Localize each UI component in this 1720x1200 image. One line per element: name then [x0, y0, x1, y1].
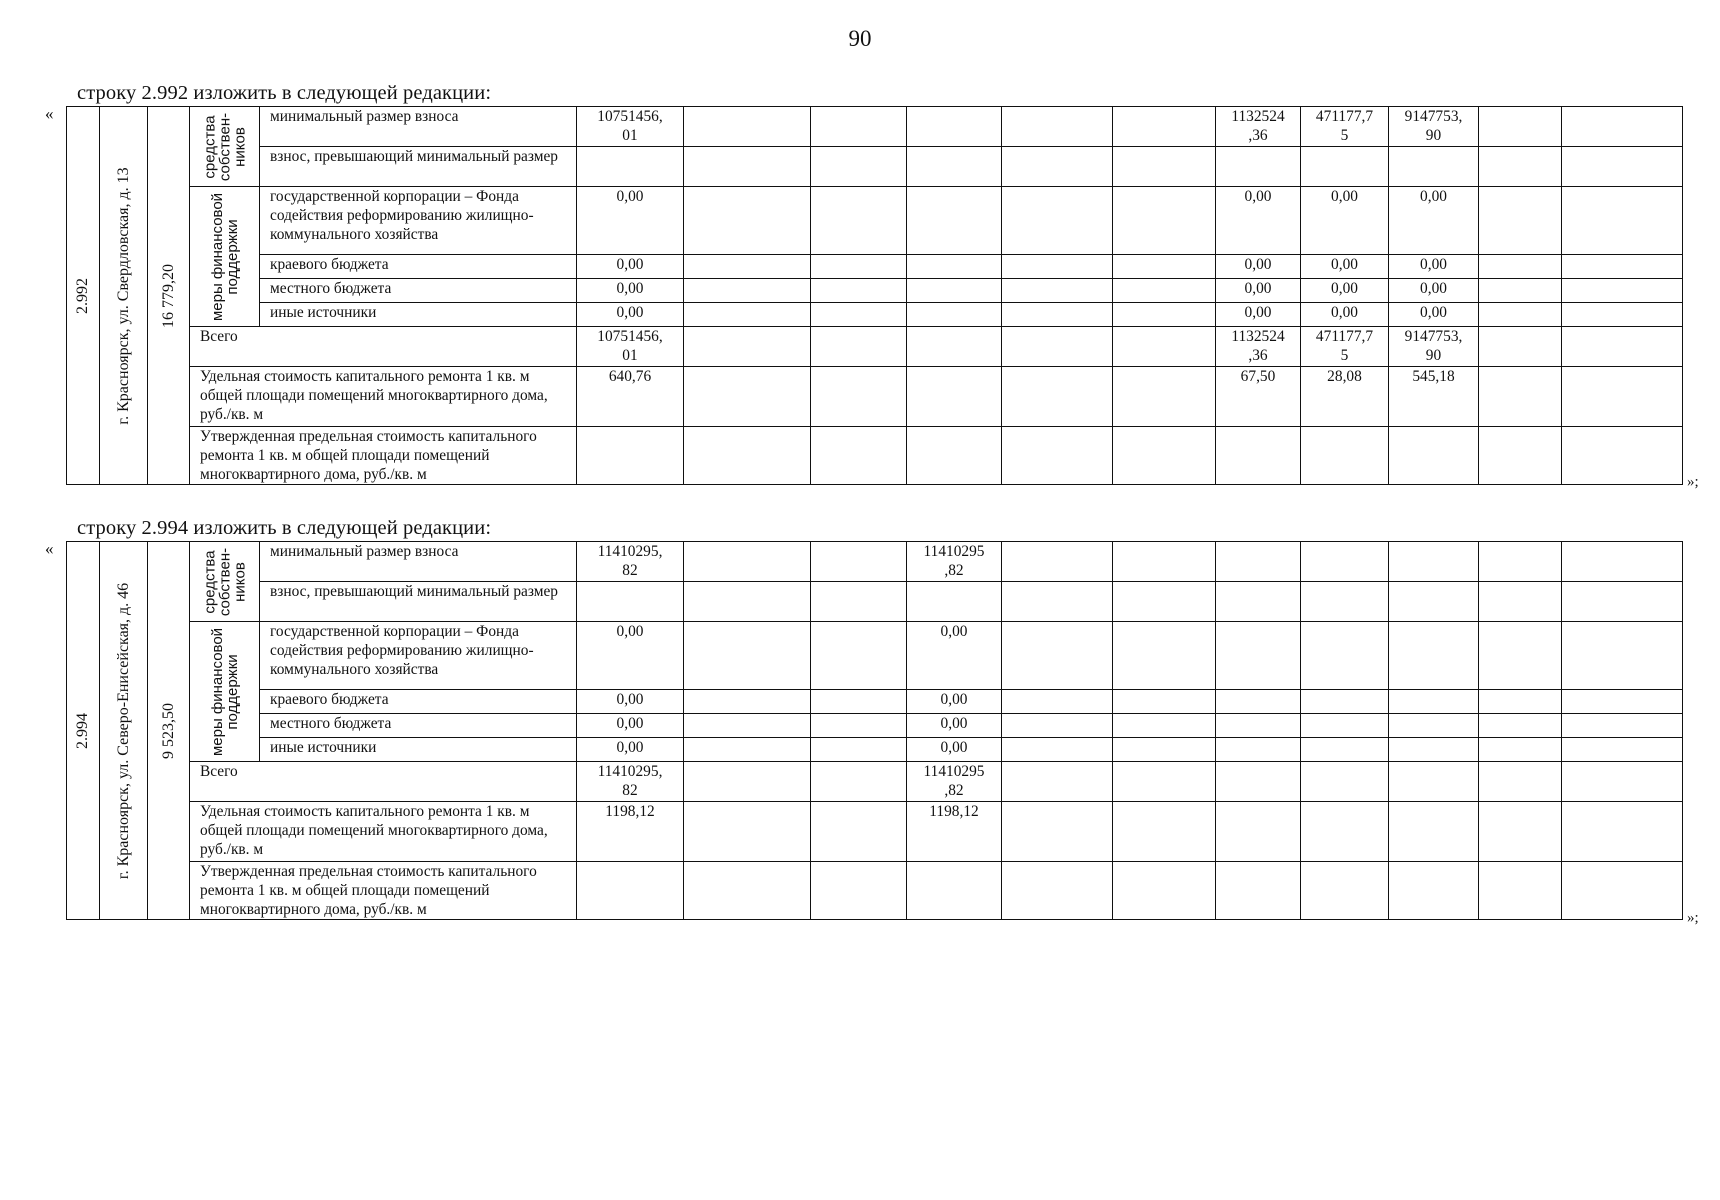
value-cell: [1002, 862, 1113, 920]
value-cell: [907, 187, 1002, 255]
value-cell: 640,76: [577, 367, 684, 427]
amendment-table: [66, 541, 1683, 920]
value-cell: [1113, 690, 1216, 714]
table-row: [67, 542, 1683, 582]
value-cell: [1479, 303, 1562, 327]
group-label-line: ников: [231, 561, 248, 602]
value-cell: [811, 582, 907, 622]
building-area: 16 779,20: [159, 263, 177, 328]
value-cell: [1002, 622, 1113, 690]
value-cell: [1562, 327, 1683, 367]
value-cell: [1479, 622, 1562, 690]
value-cell: [907, 255, 1002, 279]
value-cell: [1301, 427, 1389, 485]
value-cell: 0,00: [577, 187, 684, 255]
value-cell: [1479, 542, 1562, 582]
closing-quote: »;: [1687, 910, 1699, 926]
value-cell: [1002, 427, 1113, 485]
value-cell: 0,00: [1301, 303, 1389, 327]
value-cell: [1301, 622, 1389, 690]
table-row: [67, 147, 1683, 187]
area-cell: [148, 542, 190, 920]
value-cell: [684, 255, 811, 279]
value-cell: 0,00: [1216, 303, 1301, 327]
row-label: Всего: [190, 327, 577, 367]
value-cell: [1002, 738, 1113, 762]
group-label-line: поддержки: [223, 653, 241, 730]
row-label: иные источники: [260, 303, 577, 327]
value-cell: [1002, 303, 1113, 327]
value-cell: [1113, 802, 1216, 862]
table-row: [67, 738, 1683, 762]
value-cell: [1301, 714, 1389, 738]
value-cell: [577, 147, 684, 187]
value-cell: [1113, 542, 1216, 582]
value-cell: [1301, 738, 1389, 762]
value-cell: [1479, 862, 1562, 920]
row-label: краевого бюджета: [260, 690, 577, 714]
row-label: взнос, превышающий минимальный размер: [260, 147, 577, 187]
value-cell: 545,18: [1389, 367, 1479, 427]
value-cell: 11410295, 82: [577, 542, 684, 582]
value-cell: 0,00: [577, 714, 684, 738]
value-cell: [1479, 582, 1562, 622]
group-label-line: ников: [231, 126, 248, 167]
value-cell: [1562, 303, 1683, 327]
value-cell: [1389, 542, 1479, 582]
value-cell: [811, 107, 907, 147]
table-row: [67, 303, 1683, 327]
value-cell: 9147753, 90: [1389, 107, 1479, 147]
value-cell: [1113, 582, 1216, 622]
row-label: местного бюджета: [260, 714, 577, 738]
value-cell: 0,00: [907, 690, 1002, 714]
value-cell: 10751456, 01: [577, 327, 684, 367]
row-label: государственной корпорации – Фонда содействия реформированию жилищно-коммунального хозяйства: [260, 622, 577, 690]
value-cell: 0,00: [577, 622, 684, 690]
row-label: местного бюджета: [260, 279, 577, 303]
support-measures-label: [210, 192, 240, 320]
value-cell: 0,00: [577, 738, 684, 762]
value-cell: 0,00: [907, 622, 1002, 690]
value-cell: [684, 738, 811, 762]
value-cell: 0,00: [1301, 279, 1389, 303]
value-cell: 67,50: [1216, 367, 1301, 427]
value-cell: [1113, 427, 1216, 485]
value-cell: 11410295 ,82: [907, 542, 1002, 582]
value-cell: [811, 279, 907, 303]
value-cell: [1113, 107, 1216, 147]
value-cell: [811, 427, 907, 485]
value-cell: [1479, 107, 1562, 147]
value-cell: 0,00: [1301, 255, 1389, 279]
value-cell: 0,00: [577, 690, 684, 714]
value-cell: [1562, 542, 1683, 582]
value-cell: [1113, 762, 1216, 802]
row-label: государственной корпорации – Фонда содействия реформированию жилищно-коммунального хозяйства: [260, 187, 577, 255]
value-cell: 0,00: [1216, 255, 1301, 279]
value-cell: [684, 582, 811, 622]
table-row: [67, 762, 1683, 802]
support-measures-group: [190, 622, 260, 762]
row-label: Утвержденная предельная стоимость капитального ремонта 1 кв. м общей площади помещений многоквартирного дома, руб./кв. м: [190, 862, 577, 920]
value-cell: [1002, 327, 1113, 367]
amendment-table: [66, 106, 1683, 485]
value-cell: [1562, 622, 1683, 690]
value-cell: [1479, 327, 1562, 367]
value-cell: 0,00: [1389, 187, 1479, 255]
row-label: минимальный размер взноса: [260, 107, 577, 147]
value-cell: 0,00: [1301, 187, 1389, 255]
row-label: иные источники: [260, 738, 577, 762]
value-cell: [1562, 279, 1683, 303]
value-cell: 0,00: [1216, 279, 1301, 303]
row-number: 2.994: [74, 712, 91, 749]
value-cell: [684, 327, 811, 367]
address-cell: [100, 542, 148, 920]
value-cell: [1002, 762, 1113, 802]
table-row: [67, 622, 1683, 690]
row-label: Удельная стоимость капитального ремонта 1 кв. м общей площади помещений многоквартирного дома, руб./кв. м: [190, 802, 577, 862]
value-cell: [1562, 802, 1683, 862]
value-cell: [577, 862, 684, 920]
value-cell: [1562, 862, 1683, 920]
value-cell: [1562, 690, 1683, 714]
value-cell: [1562, 255, 1683, 279]
value-cell: [1562, 427, 1683, 485]
group-label-line: собствен-: [216, 547, 233, 616]
value-cell: [1002, 690, 1113, 714]
value-cell: [1113, 279, 1216, 303]
value-cell: [811, 714, 907, 738]
table-row: [67, 582, 1683, 622]
table-row: [67, 187, 1683, 255]
table-row: [67, 714, 1683, 738]
value-cell: 0,00: [907, 738, 1002, 762]
group-label-line: меры финансовой: [208, 192, 226, 321]
value-cell: [907, 327, 1002, 367]
value-cell: [811, 690, 907, 714]
address: г. Красноярск, ул. Северо-Енисейская, д. 46: [114, 582, 132, 879]
value-cell: [811, 255, 907, 279]
section-intro: строку 2.992 изложить в следующей редакции:: [77, 82, 492, 104]
value-cell: 1198,12: [907, 802, 1002, 862]
value-cell: 0,00: [577, 255, 684, 279]
table-row: [67, 862, 1683, 920]
value-cell: 9147753, 90: [1389, 327, 1479, 367]
table-row: [67, 802, 1683, 862]
value-cell: [1479, 147, 1562, 187]
row-number-cell: [67, 107, 100, 485]
value-cell: 0,00: [1389, 279, 1479, 303]
table-row: [67, 279, 1683, 303]
table-row: [67, 255, 1683, 279]
value-cell: [684, 762, 811, 802]
value-cell: [1002, 542, 1113, 582]
row-label: Всего: [190, 762, 577, 802]
value-cell: 0,00: [907, 714, 1002, 738]
table-row: [67, 427, 1683, 485]
value-cell: [1562, 147, 1683, 187]
value-cell: [1002, 279, 1113, 303]
table-row: [67, 690, 1683, 714]
value-cell: [1002, 147, 1113, 187]
value-cell: [1301, 802, 1389, 862]
value-cell: [907, 107, 1002, 147]
value-cell: [1216, 427, 1301, 485]
value-cell: [684, 367, 811, 427]
value-cell: [1479, 802, 1562, 862]
value-cell: [1479, 762, 1562, 802]
value-cell: [684, 427, 811, 485]
value-cell: [1216, 762, 1301, 802]
support-measures-group: [190, 187, 260, 327]
value-cell: [684, 622, 811, 690]
row-number-cell: [67, 542, 100, 920]
value-cell: [684, 862, 811, 920]
value-cell: [1002, 187, 1113, 255]
value-cell: [811, 762, 907, 802]
value-cell: [1389, 802, 1479, 862]
value-cell: [907, 367, 1002, 427]
value-cell: [1479, 367, 1562, 427]
value-cell: [1389, 427, 1479, 485]
value-cell: [1562, 367, 1683, 427]
row-label: Удельная стоимость капитального ремонта 1 кв. м общей площади помещений многоквартирного дома, руб./кв. м: [190, 367, 577, 427]
table-row: [67, 367, 1683, 427]
value-cell: [1389, 622, 1479, 690]
page-number: 90: [848, 26, 872, 51]
table-row: [67, 107, 1683, 147]
value-cell: [1113, 303, 1216, 327]
value-cell: 0,00: [1216, 187, 1301, 255]
value-cell: [684, 714, 811, 738]
value-cell: [1389, 714, 1479, 738]
value-cell: [1389, 738, 1479, 762]
value-cell: [1479, 427, 1562, 485]
row-label: Утвержденная предельная стоимость капитального ремонта 1 кв. м общей площади помещений многоквартирного дома, руб./кв. м: [190, 427, 577, 485]
value-cell: [1389, 762, 1479, 802]
area-cell: [148, 107, 190, 485]
value-cell: [811, 187, 907, 255]
value-cell: [1002, 255, 1113, 279]
value-cell: 0,00: [577, 279, 684, 303]
value-cell: [577, 427, 684, 485]
group-label-line: собствен-: [216, 112, 233, 181]
opening-quote: «: [45, 104, 54, 123]
value-cell: [1002, 802, 1113, 862]
value-cell: [907, 303, 1002, 327]
building-area: 9 523,50: [159, 702, 177, 759]
value-cell: [684, 107, 811, 147]
value-cell: [1479, 255, 1562, 279]
row-label: взнос, превышающий минимальный размер: [260, 582, 577, 622]
value-cell: [907, 582, 1002, 622]
value-cell: [1002, 367, 1113, 427]
row-label: краевого бюджета: [260, 255, 577, 279]
value-cell: [1216, 714, 1301, 738]
value-cell: [907, 279, 1002, 303]
value-cell: [1113, 367, 1216, 427]
owner-funds-label: [202, 112, 247, 180]
value-cell: [684, 187, 811, 255]
value-cell: [1113, 862, 1216, 920]
value-cell: [1113, 147, 1216, 187]
table-row: [67, 327, 1683, 367]
value-cell: [1301, 542, 1389, 582]
owner-funds-group: [190, 107, 260, 187]
value-cell: [1562, 762, 1683, 802]
value-cell: [1562, 714, 1683, 738]
value-cell: [811, 303, 907, 327]
address: г. Красноярск, ул. Свердловская, д. 13: [114, 166, 132, 425]
value-cell: [1389, 862, 1479, 920]
address-cell: [100, 107, 148, 485]
value-cell: 11410295 ,82: [907, 762, 1002, 802]
value-cell: 10751456, 01: [577, 107, 684, 147]
value-cell: [1479, 714, 1562, 738]
row-number: 2.992: [74, 277, 91, 314]
value-cell: [1216, 582, 1301, 622]
value-cell: [684, 690, 811, 714]
value-cell: [1389, 582, 1479, 622]
value-cell: [1389, 690, 1479, 714]
value-cell: [811, 542, 907, 582]
value-cell: [811, 327, 907, 367]
value-cell: [1216, 802, 1301, 862]
section-intro: строку 2.994 изложить в следующей редакции:: [77, 517, 492, 539]
value-cell: [1216, 738, 1301, 762]
value-cell: [1216, 147, 1301, 187]
opening-quote: «: [45, 539, 54, 558]
value-cell: [1216, 542, 1301, 582]
value-cell: [811, 862, 907, 920]
value-cell: [1216, 862, 1301, 920]
value-cell: 0,00: [577, 303, 684, 327]
value-cell: [811, 622, 907, 690]
group-label-line: меры финансовой: [208, 627, 226, 756]
value-cell: [684, 147, 811, 187]
value-cell: [1562, 107, 1683, 147]
value-cell: 1132524 ,36: [1216, 107, 1301, 147]
value-cell: [1389, 147, 1479, 187]
value-cell: 1132524 ,36: [1216, 327, 1301, 367]
value-cell: [811, 147, 907, 187]
value-cell: [1301, 690, 1389, 714]
value-cell: [1113, 714, 1216, 738]
value-cell: [811, 367, 907, 427]
support-measures-label: [210, 627, 240, 755]
value-cell: 28,08: [1301, 367, 1389, 427]
value-cell: [1479, 279, 1562, 303]
value-cell: [1002, 582, 1113, 622]
value-cell: [1301, 582, 1389, 622]
owner-funds-label: [202, 547, 247, 615]
value-cell: [1113, 327, 1216, 367]
group-label-line: средства: [201, 549, 218, 614]
value-cell: [577, 582, 684, 622]
value-cell: [1479, 690, 1562, 714]
group-label-line: поддержки: [223, 218, 241, 295]
value-cell: [684, 802, 811, 862]
value-cell: [1113, 187, 1216, 255]
owner-funds-group: [190, 542, 260, 622]
value-cell: [1562, 582, 1683, 622]
value-cell: 0,00: [1389, 303, 1479, 327]
group-label-line: средства: [201, 114, 218, 179]
value-cell: [1301, 147, 1389, 187]
value-cell: [907, 427, 1002, 485]
value-cell: 1198,12: [577, 802, 684, 862]
value-cell: [1113, 255, 1216, 279]
value-cell: [1562, 187, 1683, 255]
value-cell: [1479, 738, 1562, 762]
value-cell: [907, 147, 1002, 187]
value-cell: [684, 542, 811, 582]
value-cell: 0,00: [1389, 255, 1479, 279]
value-cell: [1562, 738, 1683, 762]
value-cell: [1216, 622, 1301, 690]
value-cell: [1216, 690, 1301, 714]
value-cell: [684, 303, 811, 327]
value-cell: [684, 279, 811, 303]
value-cell: [907, 862, 1002, 920]
row-label: минимальный размер взноса: [260, 542, 577, 582]
value-cell: [1002, 107, 1113, 147]
value-cell: [1301, 762, 1389, 802]
value-cell: [1113, 622, 1216, 690]
value-cell: [1479, 187, 1562, 255]
value-cell: [1301, 862, 1389, 920]
value-cell: [1113, 738, 1216, 762]
value-cell: [1002, 714, 1113, 738]
value-cell: 471177,7 5: [1301, 327, 1389, 367]
value-cell: [811, 738, 907, 762]
value-cell: 471177,7 5: [1301, 107, 1389, 147]
value-cell: [811, 802, 907, 862]
value-cell: 11410295, 82: [577, 762, 684, 802]
closing-quote: »;: [1687, 474, 1699, 490]
